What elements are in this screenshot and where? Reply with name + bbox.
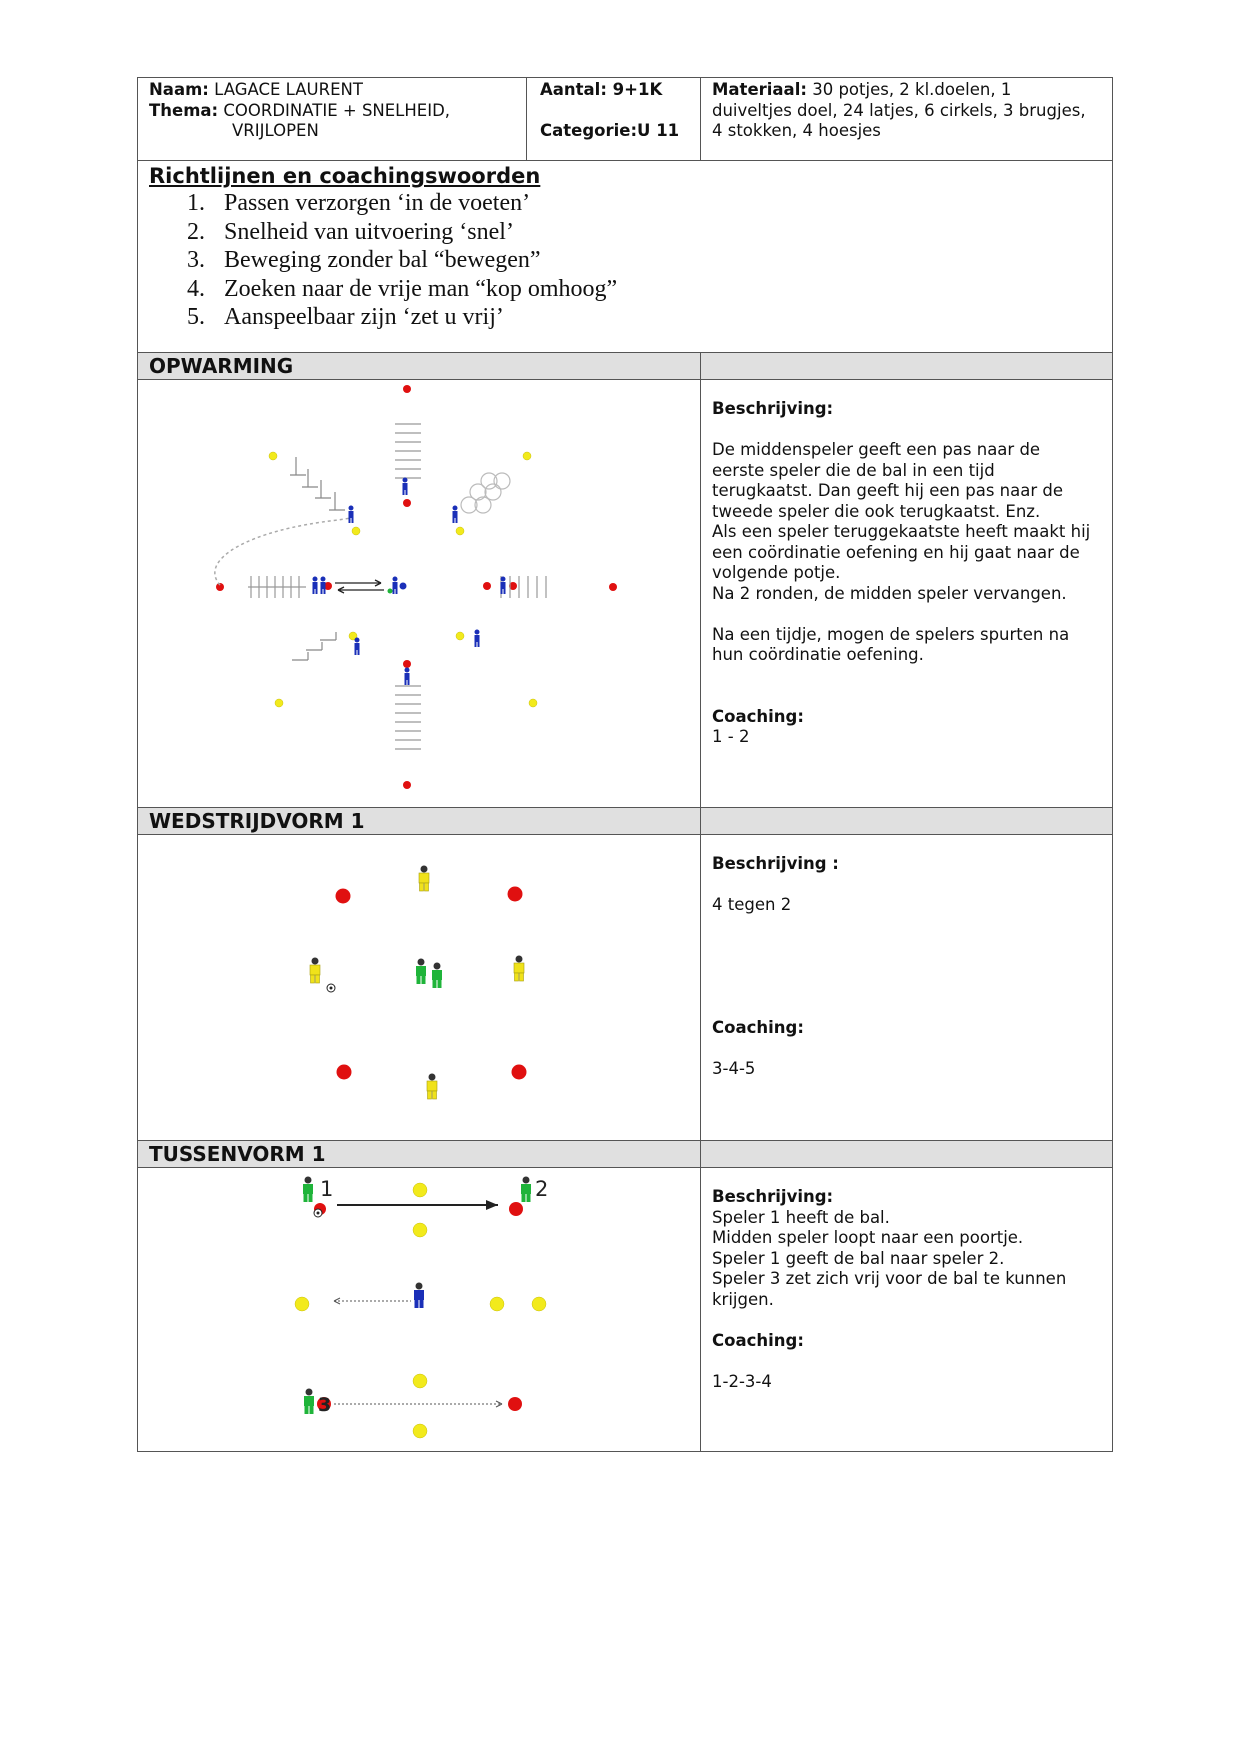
desc-line: krijgen. [712, 1289, 774, 1309]
section-band-tussenvorm [138, 1141, 1112, 1168]
hoops-cluster [461, 473, 510, 513]
ladder-left [248, 576, 306, 598]
run-path [215, 518, 351, 585]
list-item: 2. Snelheid van uitvoering ‘snel’ [187, 218, 514, 245]
player-label-3: 3 [318, 1394, 332, 1416]
naam-label: Naam: [149, 80, 209, 99]
section-title: WEDSTRIJDVORM 1 [149, 809, 365, 833]
desc-label: Beschrijving : [712, 854, 839, 873]
list-item: 1. Passen verzorgen ‘in de voeten’ [187, 190, 531, 216]
thema-label: Thema: [149, 100, 219, 120]
desc-line: 4 tegen 2 [712, 895, 792, 914]
desc-label: Beschrijving: [712, 1187, 834, 1206]
desc-line: Als een speler teruggekaatste heeft maakt hij [712, 522, 1091, 541]
naam-value: LAGACE LAURENT [214, 80, 363, 99]
desc-line: Midden speler loopt naar een poortje. [712, 1228, 1024, 1247]
ladder-right [501, 576, 546, 598]
tussenvorm-diagram [138, 1168, 700, 1451]
opwarming-diagram [138, 380, 700, 807]
section-title: OPWARMING [149, 354, 294, 378]
section-body-opwarming [138, 380, 1112, 808]
hurdles-top-left [290, 457, 345, 510]
dashed-arrows [334, 1301, 502, 1404]
desc-line: Speler 1 heeft de bal. [712, 1207, 890, 1227]
section-body-tussenvorm [138, 1168, 1112, 1451]
desc-line: een coördinatie oefening en hij gaat naar de [712, 542, 1080, 562]
coaching-value: 3-4-5 [712, 1058, 756, 1078]
green-players [416, 959, 442, 989]
ladder-bottom [395, 686, 421, 749]
guidelines-title: Richtlijnen en coachingswoorden [149, 164, 541, 188]
section-title: TUSSENVORM 1 [149, 1142, 326, 1166]
wedstrijdvorm-text [700, 835, 1112, 1140]
aantal-label: Aantal: 9+1K [540, 80, 663, 99]
desc-label: Beschrijving: [712, 399, 834, 418]
section-band-opwarming [138, 353, 1112, 380]
ball-icon [314, 1209, 322, 1217]
player-label-2: 2 [535, 1177, 549, 1201]
desc-line: Speler 1 geeft de bal naar speler 2. [712, 1248, 1005, 1268]
section-body-wedstrijdvorm [138, 835, 1112, 1141]
opwarming-text [700, 380, 1112, 807]
ball-icon [327, 984, 335, 992]
materiaal-value-3: 4 stokken, 4 hoesjes [712, 121, 881, 140]
player-label-1: 1 [320, 1177, 334, 1201]
list-item: 3. Beweging zonder bal “bewegen” [187, 247, 541, 274]
ball-icon [388, 589, 393, 594]
categorie-label: Categorie:U 11 [540, 120, 680, 140]
thema-value: COORDINATIE + SNELHEID, [223, 100, 451, 120]
pass-arrow [337, 1200, 498, 1210]
aantal-cell [526, 78, 700, 160]
guidelines-list [149, 189, 1112, 332]
header-row [138, 78, 1112, 161]
materiaal-label: Materiaal: [712, 80, 807, 99]
coaching-label: Coaching: [712, 1330, 804, 1350]
desc-line: Na 2 ronden, de midden speler vervangen. [712, 583, 1067, 603]
desc-line [712, 604, 1112, 625]
desc-line: Speler 3 zet zich vrij voor de bal te kunnen [712, 1269, 1067, 1288]
tussenvorm-text [700, 1168, 1112, 1451]
materiaal-value-1: 30 potjes, 2 kl.doelen, 1 [812, 80, 1012, 99]
guidelines-row [138, 161, 1112, 353]
coaching-label: Coaching: [712, 706, 804, 726]
list-item: 5. Aanspeelbaar zijn ‘zet u vrij’ [187, 304, 504, 331]
ladder-top [395, 424, 421, 478]
desc-line: volgende potje. [712, 563, 841, 582]
yellow-cones [295, 1183, 546, 1438]
naam-thema-cell [138, 78, 526, 160]
materiaal-value-2: duiveltjes doel, 24 latjes, 6 cirkels, 3 brugjes, [712, 100, 1086, 120]
coaching-label: Coaching: [712, 1017, 804, 1037]
blue-player [414, 1283, 424, 1309]
thema-value-2: VRIJLOPEN [232, 121, 319, 140]
desc-line: hun coördinatie oefening. [712, 645, 924, 664]
desc-line: Na een tijdje, mogen de spelers spurten na [712, 624, 1070, 644]
desc-line: De middenspeler geeft een pas naar de [712, 440, 1041, 459]
desc-line: terugkaatst. Dan geeft hij een pas naar de [712, 481, 1064, 500]
desc-line: eerste speler die de bal in een tijd [712, 460, 995, 480]
red-cones [336, 887, 527, 1080]
coaching-value: 1 - 2 [712, 727, 750, 746]
pass-arrows [335, 580, 384, 593]
list-item: 4. Zoeken naar de vrije man “kop omhoog” [187, 275, 618, 302]
session-sheet [137, 77, 1113, 1452]
desc-line: tweede speler die ook terugkaatst. Enz. [712, 501, 1041, 521]
hurdles-bottom-left [292, 632, 336, 660]
coaching-value: 1-2-3-4 [712, 1371, 772, 1391]
wedstrijdvorm-diagram [138, 835, 700, 1140]
materiaal-cell [700, 78, 1112, 160]
section-band-wedstrijdvorm [138, 808, 1112, 835]
